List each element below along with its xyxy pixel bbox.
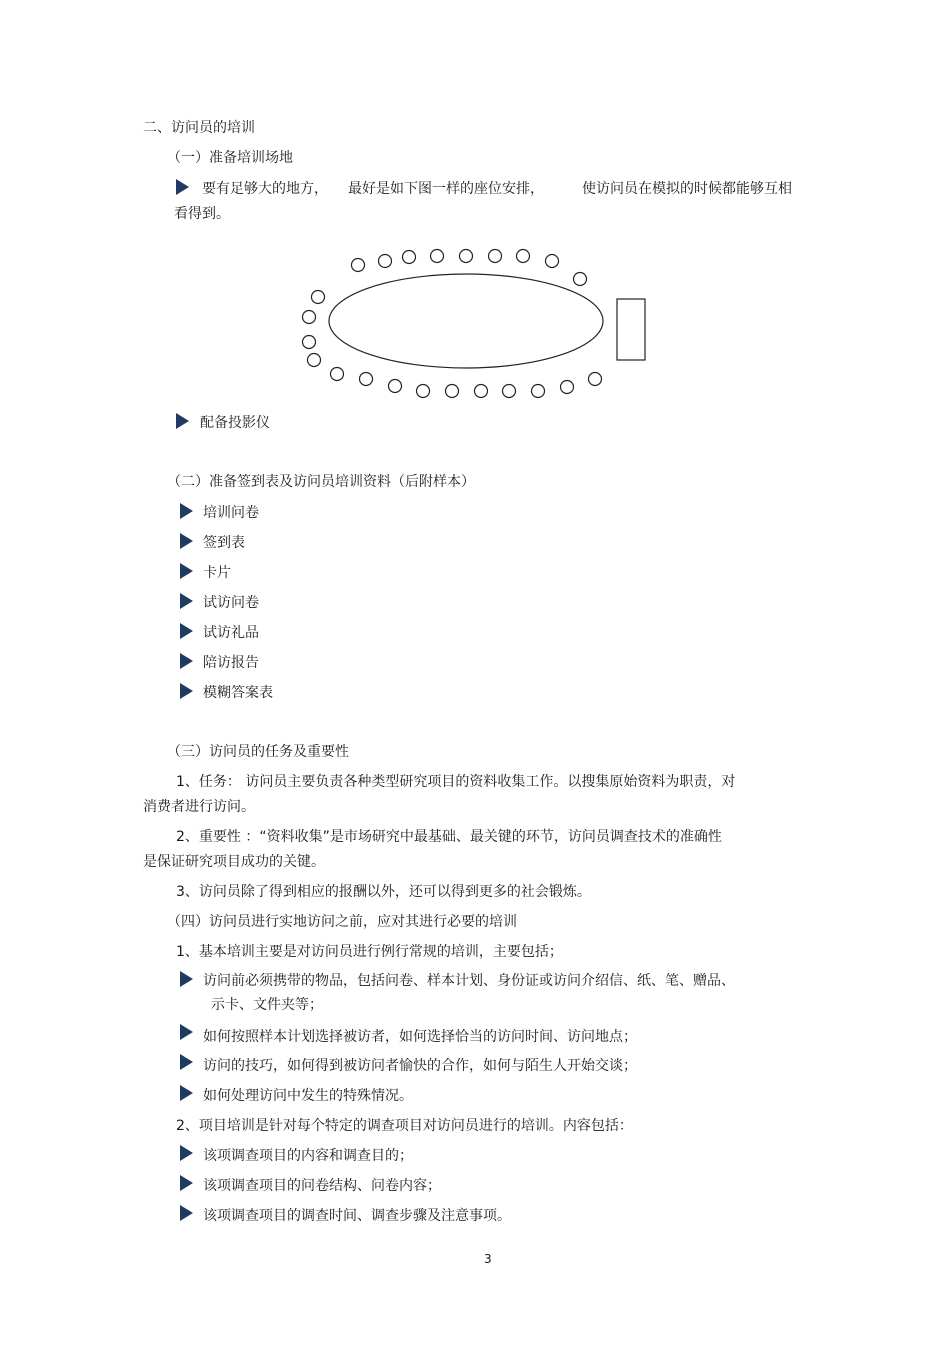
bullet-arrow-icon: [180, 563, 193, 579]
subsection-title-3: （三）访问员的任务及重要性: [167, 744, 349, 760]
basic-training-item: 访问的技巧，如何得到被访问者愉快的合作，如何与陌生人开始交谈；: [203, 1058, 637, 1074]
material-item: 培训问卷: [203, 505, 259, 521]
project-training-item: 该项调查项目的调查时间、调查步骤及注意事项。: [203, 1208, 511, 1224]
seat-circles: [303, 250, 602, 398]
basic-training-item-cont: 示卡、文件夹等；: [211, 997, 323, 1013]
conference-table: [329, 274, 603, 368]
section-heading: 二、访问员的培训: [143, 120, 255, 136]
material-item: 卡片: [203, 565, 231, 581]
project-training-item: 该项调查项目的内容和调查目的；: [203, 1148, 413, 1164]
benefit-paragraph: 3、访问员除了得到相应的报酬以外，还可以得到更多的社会锻炼。: [176, 884, 591, 900]
material-item: 签到表: [203, 535, 245, 551]
bullet-arrow-icon: [180, 593, 193, 609]
seating-diagram: [295, 240, 655, 400]
bullet-arrow-icon: [180, 623, 193, 639]
bullet-arrow-icon: [180, 971, 193, 987]
bullet-arrow-icon: [180, 1205, 193, 1221]
page-number: 3: [484, 1252, 492, 1266]
bullet-arrow-icon: [180, 1175, 193, 1191]
projector-item: 配备投影仪: [200, 415, 270, 431]
projector-screen: [617, 299, 645, 360]
bullet-arrow-icon: [180, 1054, 193, 1070]
basic-training-item: 如何处理访问中发生的特殊情况。: [203, 1088, 413, 1104]
material-item: 陪访报告: [203, 655, 259, 671]
basic-training-text: 1、基本培训主要是对访问员进行例行常规的培训，主要包括；: [176, 944, 563, 960]
material-item: 试访问卷: [203, 595, 259, 611]
bullet-arrow-icon: [180, 653, 193, 669]
task-paragraph: 1、任务： 访问员主要负责各种类型研究项目的资料收集工作。以搜集原始资料为职责，对: [176, 774, 736, 790]
task-paragraph-cont: 消费者进行访问。: [143, 799, 255, 815]
venue-text-3: 使访问员在模拟的时候都能够互相: [582, 181, 792, 197]
venue-text-cont: 看得到。: [174, 206, 230, 222]
bullet-arrow-icon: [180, 503, 193, 519]
subsection-title-4: （四）访问员进行实地访问之前，应对其进行必要的培训: [167, 914, 517, 930]
bullet-arrow-icon: [180, 533, 193, 549]
venue-text-2: 最好是如下图一样的座位安排，: [348, 181, 544, 197]
project-training-text: 2、项目培训是针对每个特定的调查项目对访问员进行的培训。内容包括：: [176, 1118, 633, 1134]
material-item: 试访礼品: [203, 625, 259, 641]
subsection-title-1: （一）准备培训场地: [167, 150, 293, 166]
project-training-item: 该项调查项目的问卷结构、问卷内容；: [203, 1178, 441, 1194]
bullet-arrow-icon: [180, 1024, 193, 1040]
venue-text-1: 要有足够大的地方，: [202, 181, 328, 197]
material-item: 模糊答案表: [203, 685, 273, 701]
basic-training-item: 访问前必须携带的物品，包括问卷、样本计划、身份证或访问介绍信、纸、笔、赠品、: [203, 973, 735, 989]
bullet-arrow-icon: [176, 413, 189, 429]
importance-paragraph: 2、重要性 ：“资料收集”是市场研究中最基础、最关键的环节，访问员调查技术的准确性: [176, 829, 722, 845]
basic-training-item: 如何按照样本计划选择被访者，如何选择恰当的访问时间、访问地点；: [203, 1029, 637, 1045]
bullet-arrow-icon: [180, 683, 193, 699]
bullet-arrow-icon: [176, 179, 189, 195]
subsection-title-2: （二）准备签到表及访问员培训资料（后附样本）: [167, 474, 475, 490]
importance-paragraph-cont: 是保证研究项目成功的关键。: [143, 854, 325, 870]
bullet-arrow-icon: [180, 1145, 193, 1161]
bullet-arrow-icon: [180, 1085, 193, 1101]
